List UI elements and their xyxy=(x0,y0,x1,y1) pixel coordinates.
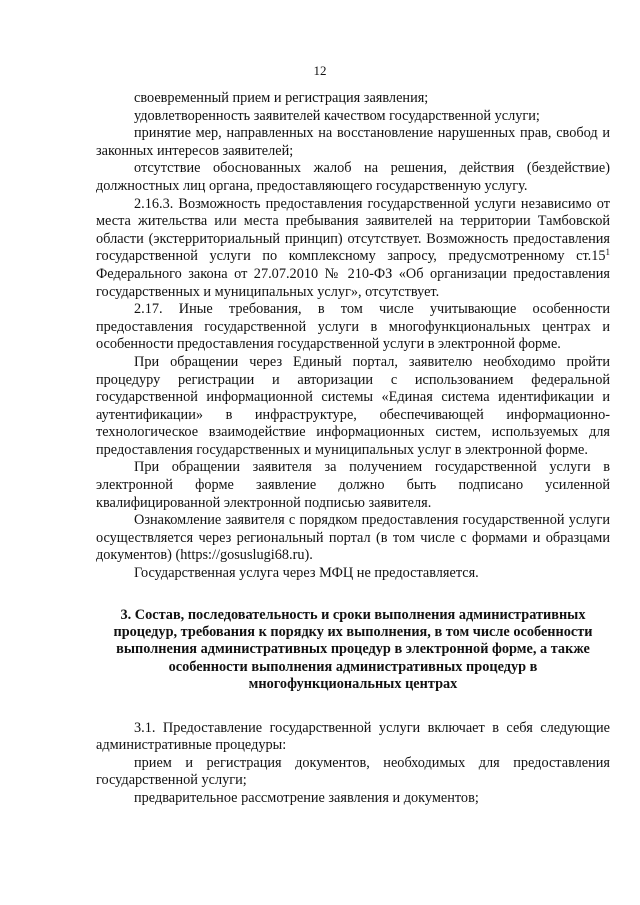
paragraph-unified-portal: При обращении через Единый портал, заявителю необходимо пройти процедуру регистрации и авторизации с использованием федеральной государственной информационной системы «Единая система идентификации и аутентификации» в инфраструктуре, обеспечивающей информационно-технологическое взаимодействие информационных систем, используемых для предоставления государственных и муниципальных услуг в электронной форме. xyxy=(96,353,610,458)
criterion-restoration: принятие мер, направленных на восстановление нарушенных прав, свобод и законных интересов заявителей; xyxy=(96,125,610,159)
article-superscript: 1 xyxy=(605,247,610,258)
paragraph-2-16-3 xyxy=(96,196,610,302)
page-number: 12 xyxy=(313,63,327,78)
paragraph-3-1: 3.1. Предоставление государственной услуги включает в себя следующие административные процедуры: xyxy=(96,719,610,754)
paragraph-electronic-signature: При обращении заявителя за получением государственной услуги в электронной форме заявление должно быть подписано усиленной квалифицированной электронной подписью заявителя. xyxy=(96,459,610,511)
paragraph-2-16-3-part2: Федерального закона от 27.07.2010 № 210-ФЗ «Об организации предоставления государственных и муниципальных услуг», отсутствует. xyxy=(96,265,610,300)
section-3-heading: 3. Состав, последовательность и сроки выполнения административных процедур, требования к порядку их выполнения, в том числе особенности выполнения административных процедур в электронной форме, а также особенности выполнения административных процедур в многофункциональных центрах xyxy=(113,606,593,693)
criterion-no-complaints: отсутствие обоснованных жалоб на решения, действия (бездействие) должностных лиц органа, предоставляющего государственную услугу. xyxy=(96,160,610,194)
paragraph-regional-portal: Ознакомление заявителя с порядком предоставления государственной услуги осуществляется через региональный портал (в том числе с формами и образцами документов) (https://gosuslugi68.ru). xyxy=(96,512,610,564)
procedure-preliminary-review: предварительное рассмотрение заявления и документов; xyxy=(134,790,479,807)
criterion-timely-reception: своевременный прием и регистрация заявления; xyxy=(134,90,429,106)
paragraph-mfc: Государственная услуга через МФЦ не предоставляется. xyxy=(134,565,479,582)
paragraph-2-17: 2.17. Иные требования, в том числе учитывающие особенности предоставления государственной услуги в многофункциональных центрах и особенности предоставления государственной услуги в электронной форме. xyxy=(96,301,610,353)
procedure-reception: прием и регистрация документов, необходимых для предоставления государственной услуги; xyxy=(96,754,610,789)
document-body xyxy=(96,90,610,808)
criterion-satisfaction: удовлетворенность заявителей качеством государственной услуги; xyxy=(134,107,540,124)
paragraph-2-16-3-part1: 2.16.3. Возможность предоставления государственной услуги независимо от места жительства или места пребывания заявителей на территории Тамбовской области (экстерриториальный принцип) отсутствует. Возможность предоставления государственной услуги по комплексному запросу, предусмотренному ст.15 xyxy=(96,195,610,265)
